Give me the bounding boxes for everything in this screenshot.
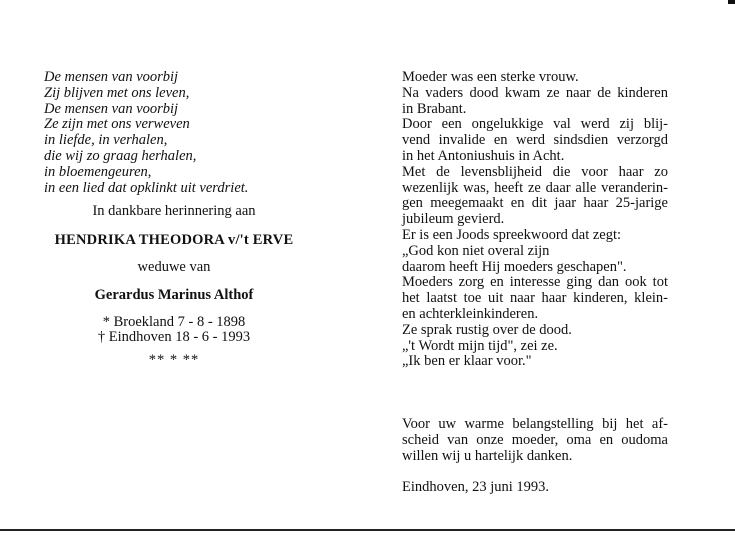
biography-line: wezenlijk was, heeft ze daar alle veranderin- [402,179,668,196]
deceased-name: HENDRIKA THEODORA v/'t ERVE [54,232,294,249]
stars-divider: ** * ** [148,352,200,369]
left-column [44,70,344,369]
poem-line: De mensen van voorbij [44,69,179,85]
biography-line: Er is een Joods spreekwoord dat zegt: [402,226,622,243]
poem-line: Ze zijn met ons verweven [44,116,190,133]
life-dates [44,315,304,347]
biography-line: Door een ongelukkige val werd zij blij- [402,116,668,133]
biography-line: Moeder was een sterke vrouw. [402,69,579,85]
corner-mark [728,0,735,4]
death-line: † Eindhoven 18 - 6 - 1993 [97,329,251,346]
thanks-line: scheid van onze moeder, oma en oudoma [402,431,668,448]
biography-line: gen meegemaakt en dit jaar haar 25-jarige [402,195,668,212]
biography-line: „God kon niet overal zijn [402,242,550,259]
husband-name: Gerardus Marinus Althof [94,286,254,303]
biography-line: Met de levensblijheid die voor haar zo [402,163,668,180]
poem [44,70,344,196]
biography-line: in het Antoniushuis in Acht. [402,147,565,164]
biography-line: Na vaders dood kwam ze naar de kinderen [402,84,668,101]
place-date: Eindhoven, 23 juni 1993. [402,478,550,495]
biography-line: Ze sprak rustig over de dood. [402,321,572,338]
thanks-line: willen wij u hartelijk danken. [402,447,573,464]
biography-line: en achterkleinkinderen. [402,305,539,322]
memory-line: In dankbare herinnering aan [92,203,256,220]
widow-of-line: weduwe van [137,258,211,275]
right-column [402,70,668,495]
biography-line: vend invalide en werd sindsdien verzorgd [402,132,668,149]
thanks-line: Voor uw warme belangstelling bij het af- [402,416,668,433]
biography-line: het laatst toe uit naar haar kinderen, klein- [402,290,668,307]
biography [402,70,668,370]
birth-line: * Broekland 7 - 8 - 1898 [102,313,246,330]
biography-line: in Brabant. [402,100,467,117]
poem-line: De mensen van voorbij [44,100,179,117]
bottom-rule [0,529,735,531]
poem-line: die wij zo graag herhalen, [44,147,197,164]
biography-line: „Ik ben er klaar voor." [402,353,532,370]
poem-line: in bloemengeuren, [44,163,152,180]
poem-line: in liefde, in verhalen, [44,132,168,149]
poem-line: Zij blijven met ons leven, [44,84,190,101]
poem-line: in een lied dat opklinkt uit verdriet. [44,179,249,196]
thanks-paragraph [402,417,668,464]
biography-line: jubileum gevierd. [402,211,505,228]
biography-line: Moeders zorg en interesse ging dan ook tot [402,274,668,291]
biography-line: daarom heeft Hij moeders geschapen". [402,258,627,275]
biography-line: „'t Wordt mijn tijd", zei ze. [402,337,558,354]
